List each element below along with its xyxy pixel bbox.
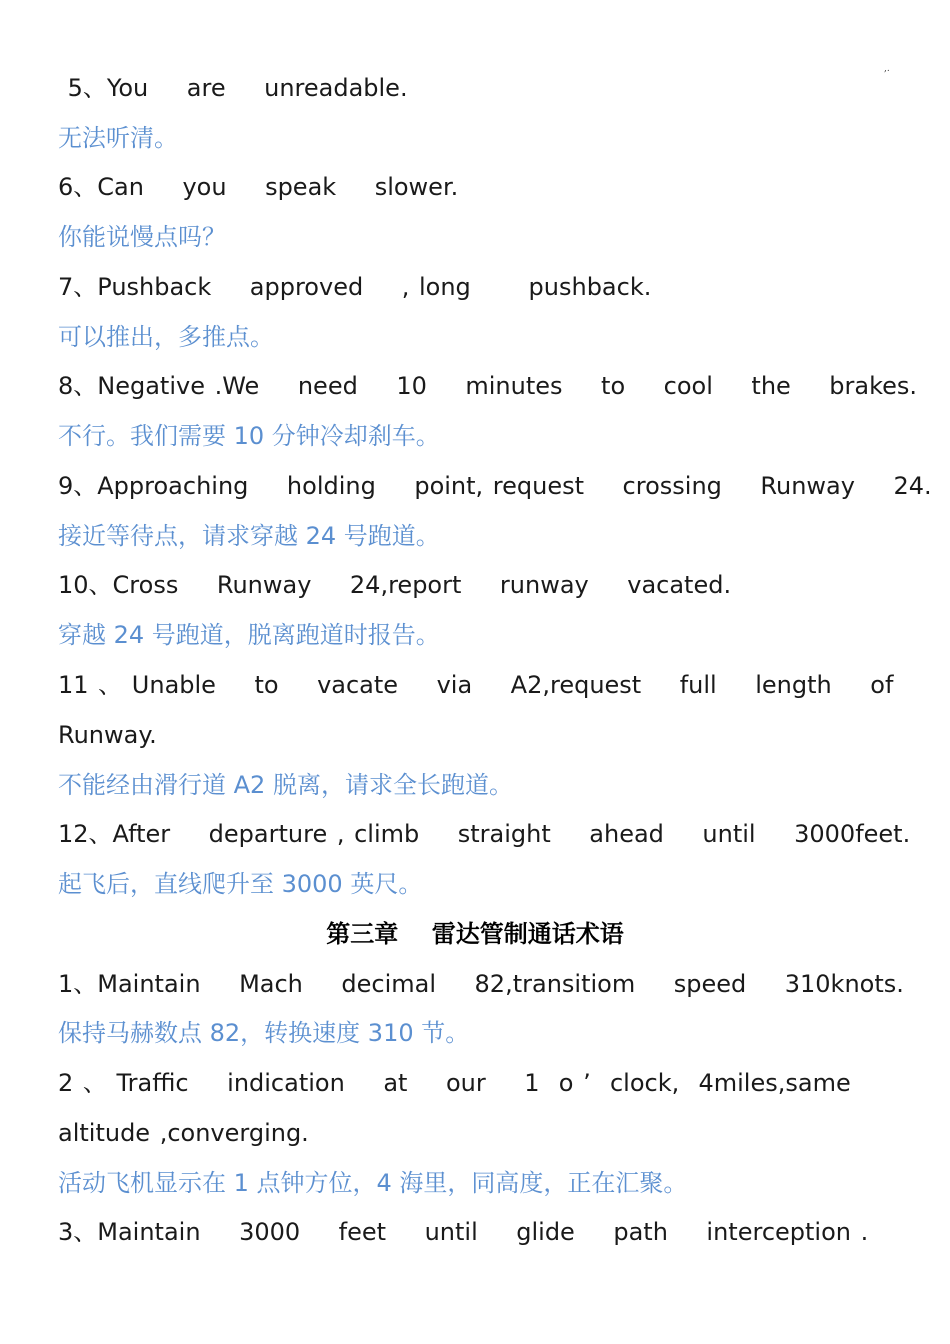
corner-mark: ,. [884,64,890,74]
phrase-11-en-line1: 11 、 Unable to vacate via A2,request full length of [58,671,894,699]
phrase-6-zh: 你能说慢点吗？ [58,223,226,251]
phrase-11-en-line2: Runway. [58,721,157,749]
phrase-5-zh: 无法听清。 [58,124,178,152]
phrase-8-en: 8、Negative .We need 10 minutes to cool the brakes. [58,372,918,400]
phrase-12-en: 12、After departure , climb straight ahead until 3000feet. [58,820,911,848]
radar-phrase-3-en: 3、Maintain 3000 feet until glide path interception . [58,1218,869,1246]
radar-phrase-2-en-line1: 2 、 Traffic indication at our 1 o ’ clock, 4miles,same [58,1069,851,1097]
phrase-7-zh: 可以推出，多推点。 [58,323,274,351]
phrase-12-zh: 起飞后，直线爬升至 3000 英尺。 [58,870,423,898]
phrase-10-en: 10、Cross Runway 24,report runway vacated. [58,571,732,599]
phrase-6-en: 6、Can you speak slower. [58,173,459,201]
radar-phrase-2-en-line2: altitude ,converging. [58,1119,309,1147]
phrase-5-en: 5、You are unreadable. [58,74,408,102]
phrase-7-en: 7、Pushback approved , long pushback. [58,273,652,301]
phrase-8-zh: 不行。我们需要 10 分钟冷却刹车。 [58,422,440,450]
phrase-9-zh: 接近等待点，请求穿越 24 号跑道。 [58,522,440,550]
chapter-heading: 第三章 雷达管制通话术语 [326,920,624,948]
phrase-11-zh: 不能经由滑行道 A2 脱离，请求全长跑道。 [58,771,513,799]
radar-phrase-2-zh: 活动飞机显示在 1 点钟方位，4 海里，同高度，正在汇聚。 [58,1169,688,1197]
phrase-10-zh: 穿越 24 号跑道，脱离跑道时报告。 [58,621,440,649]
radar-phrase-1-en: 1、Maintain Mach decimal 82,transitiom speed 310knots. [58,970,904,998]
phrase-9-en: 9、Approaching holding point, request crossing Runway 24. [58,472,932,500]
radar-phrase-1-zh: 保持马赫数点 82，转换速度 310 节。 [58,1019,470,1047]
